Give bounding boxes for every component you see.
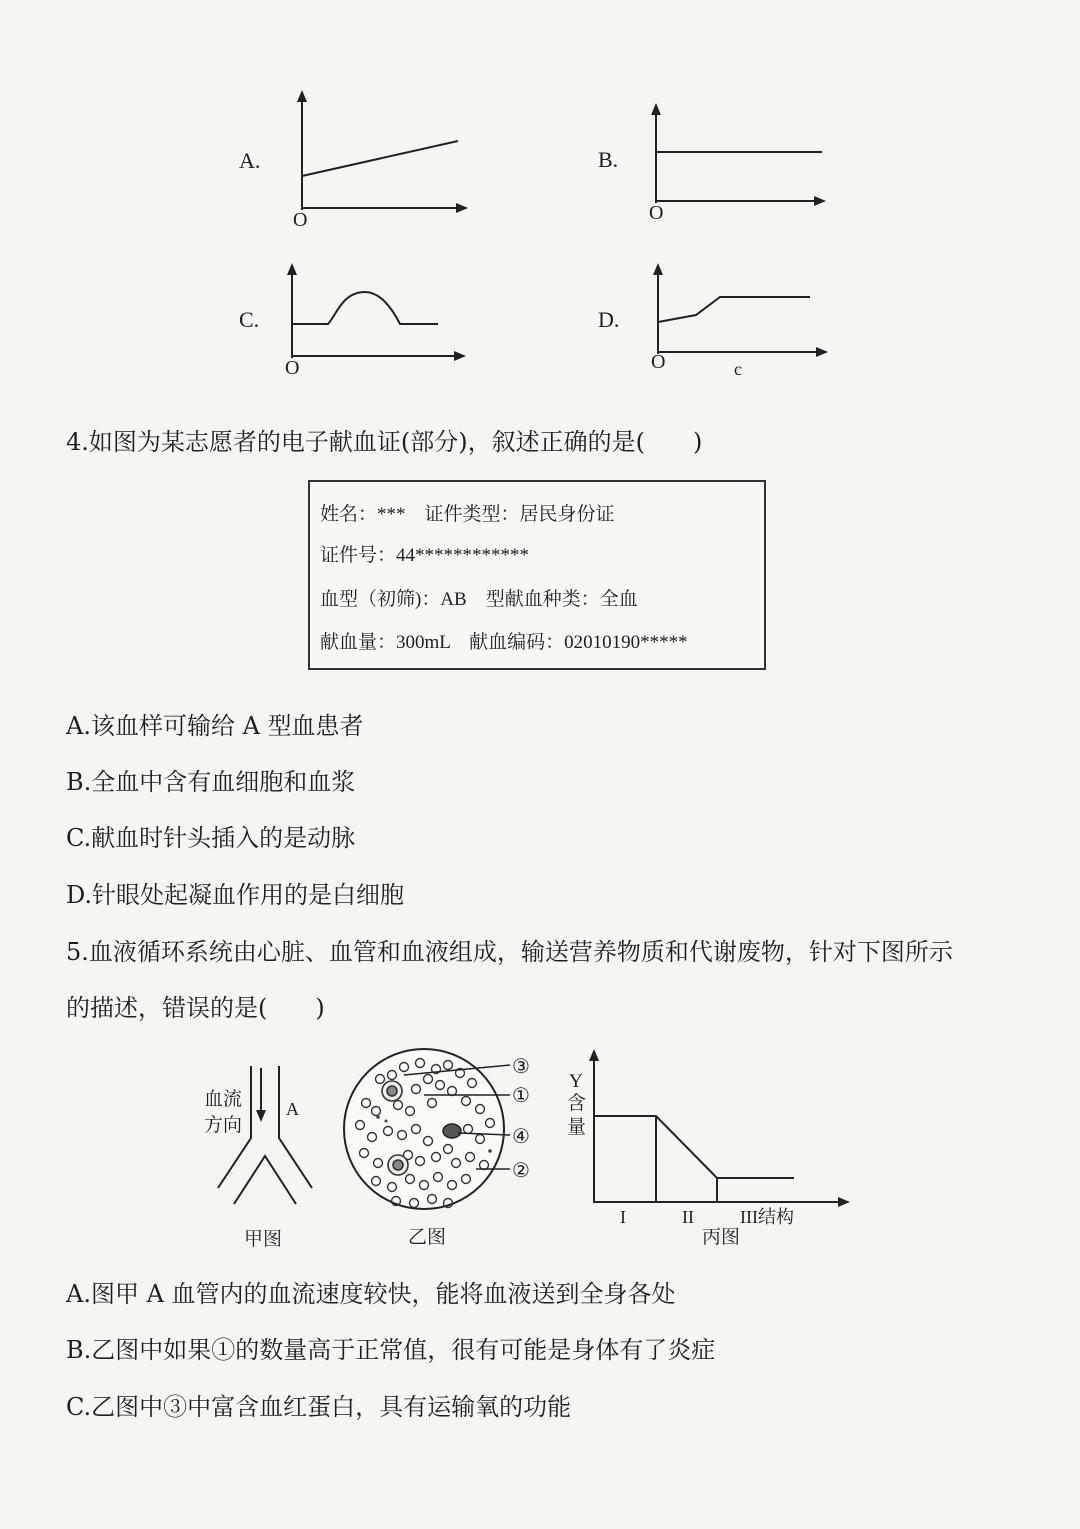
graph-c-origin: O (285, 357, 300, 379)
card-line-3: 血型（初筛)：AB 型献血种类：全血 (320, 589, 638, 610)
q5-option-c: C.乙图中③中富含血红蛋白，具有运输氧的功能 (66, 1393, 572, 1421)
mark-1: ① (512, 1085, 530, 1107)
graph-a-origin: O (293, 209, 308, 231)
graph-d (592, 258, 852, 383)
figure-yi-blood-smear (340, 1045, 545, 1255)
graph-a-label: A. (239, 148, 261, 173)
card-line-4: 献血量：300mL 献血编码：02010190***** (320, 632, 688, 653)
graph-c-label: C. (239, 307, 260, 332)
graph-c (230, 258, 490, 383)
figure-yi-caption: 乙图 (408, 1227, 447, 1248)
mark-2: ② (512, 1160, 530, 1182)
graph-d-origin: O (651, 351, 666, 373)
figure-bing-caption: 丙图 (702, 1227, 741, 1248)
y-axis-label-liang: 量 (567, 1117, 587, 1138)
graph-b-origin: O (649, 202, 664, 224)
q4-option-b: B.全血中含有血细胞和血浆 (66, 768, 356, 796)
y-axis-label-y: Y (569, 1071, 583, 1092)
q4-option-a: A.该血样可输给 A 型血患者 (66, 712, 364, 740)
q4-option-c: C.献血时针头插入的是动脉 (66, 824, 356, 852)
flow-label-1: 血流 (204, 1089, 243, 1110)
card-line-1: 姓名：*** 证件类型：居民身份证 (320, 504, 615, 525)
question-4-stem: 4.如图为某志愿者的电子献血证(部分)，叙述正确的是( ) (66, 428, 703, 456)
question-5-stem-line-2: 的描述，错误的是( ) (66, 994, 325, 1022)
card-line-2: 证件号：44************ (320, 545, 530, 566)
mark-3: ③ (512, 1056, 530, 1078)
figure-bing-graph (560, 1045, 860, 1255)
q5-option-a: A.图甲 A 血管内的血流速度较快，能将血液送到全身各处 (66, 1280, 676, 1308)
segment-ii: II (682, 1207, 694, 1227)
segment-i: I (620, 1207, 626, 1227)
blood-donation-card (308, 480, 768, 672)
graph-d-x-mark: c (734, 359, 742, 379)
q5-option-b: B.乙图中如果①的数量高于正常值，很有可能是身体有了炎症 (66, 1336, 716, 1364)
vessel-label-a: A (286, 1099, 299, 1119)
graph-a (230, 88, 490, 238)
question-5-stem-line-1: 5.血液循环系统由心脏、血管和血液组成，输送营养物质和代谢废物，针对下图所示 (66, 938, 953, 966)
graph-d-label: D. (598, 307, 620, 332)
flow-label-2: 方向 (204, 1115, 243, 1136)
segment-iii: III结构 (740, 1207, 794, 1227)
figure-jia-caption: 甲图 (244, 1229, 283, 1250)
figure-jia-vessel (200, 1060, 320, 1255)
graph-b-label: B. (598, 147, 619, 172)
mark-4: ④ (512, 1126, 530, 1148)
q4-option-d: D.针眼处起凝血作用的是白细胞 (66, 881, 405, 909)
y-axis-label-han: 含 (567, 1093, 587, 1114)
graph-b (590, 95, 850, 235)
